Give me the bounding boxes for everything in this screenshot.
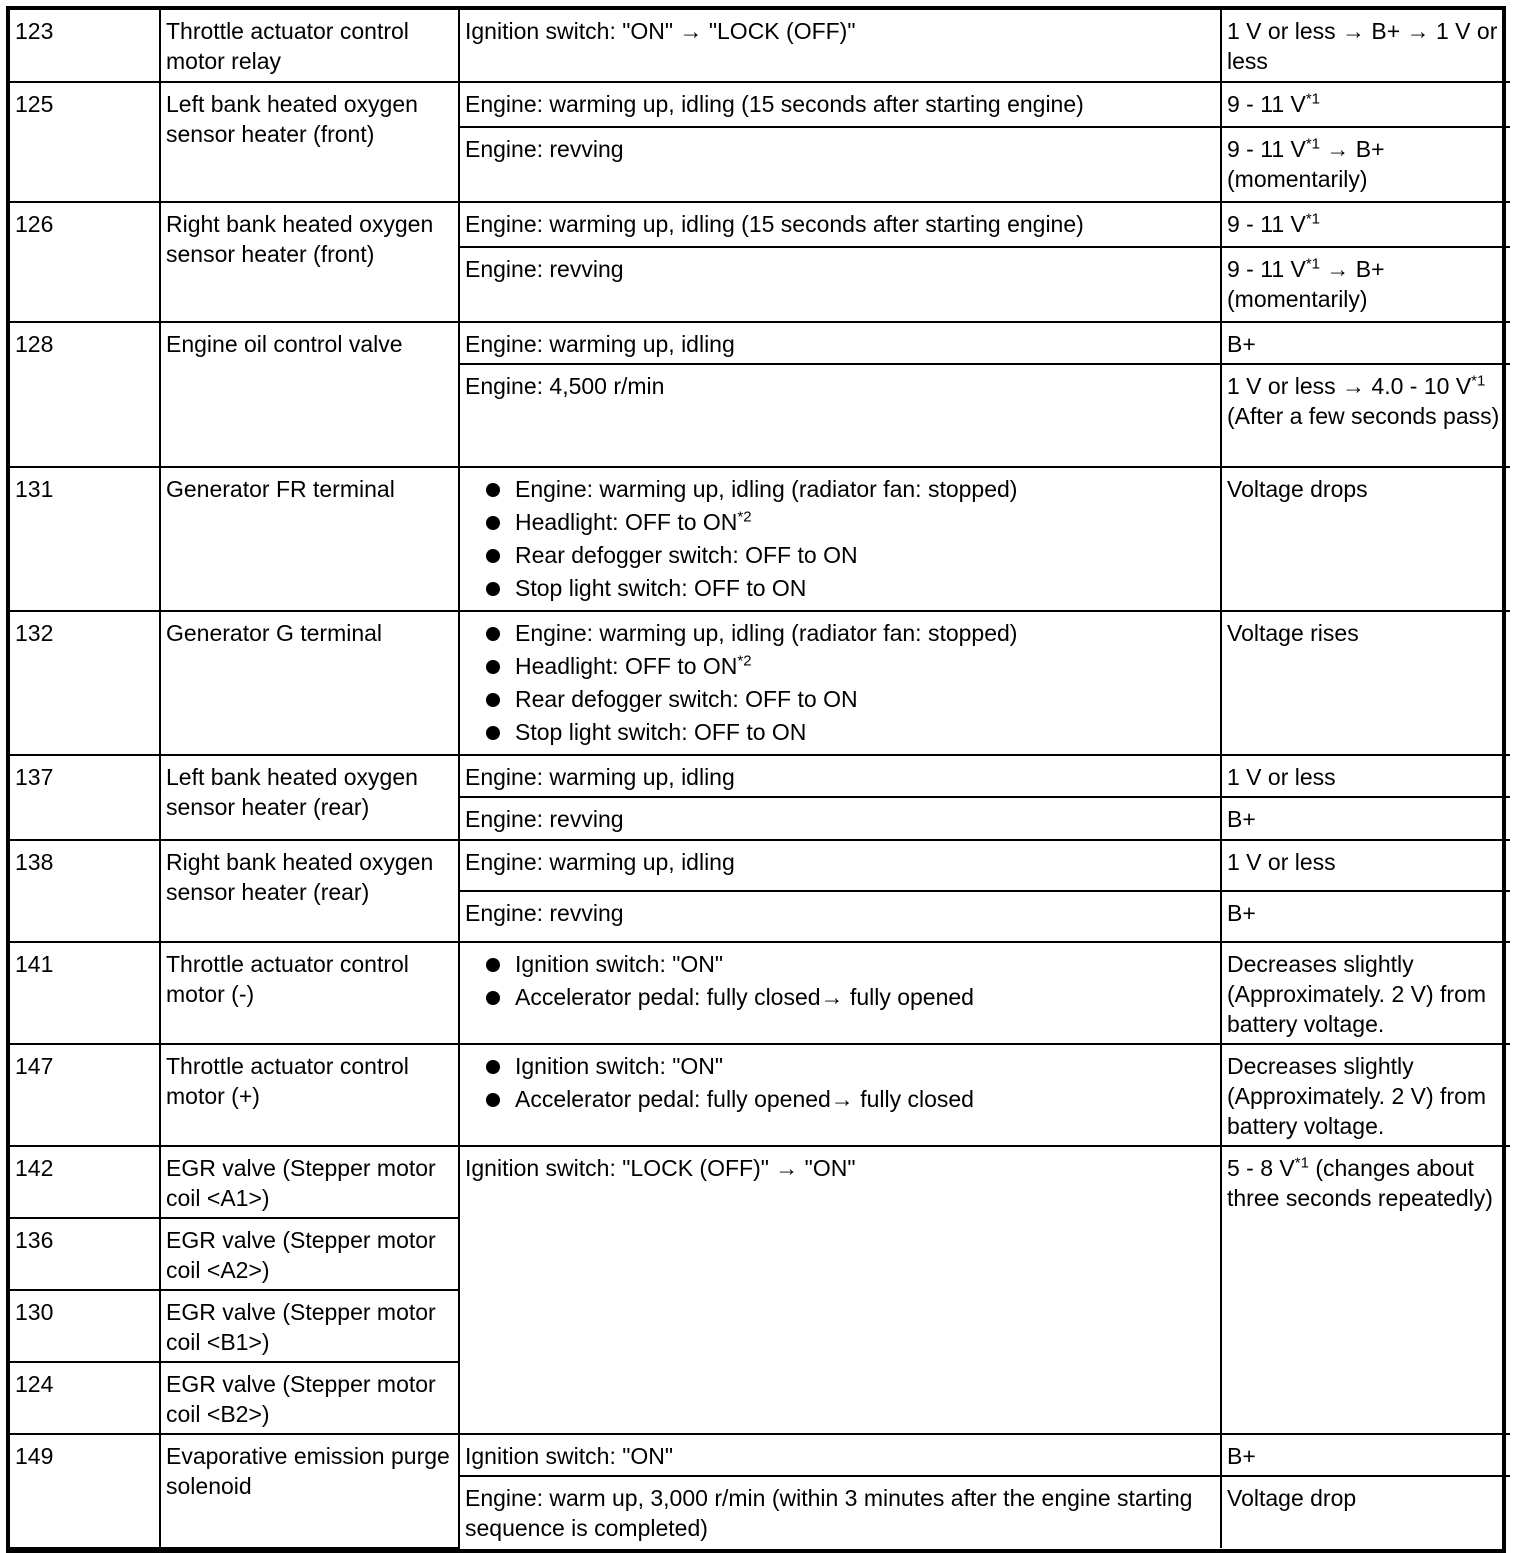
spec-text-after: → B+ (momentarily) [1227, 136, 1385, 192]
check-item: EGR valve (Stepper motor coil <B1>) [160, 1290, 459, 1362]
standard-value: B+ [1221, 891, 1510, 942]
table-row [10, 467, 1510, 611]
terminal-voltage-table-sheet [6, 6, 1506, 1553]
table-row [10, 322, 1510, 364]
table-row [10, 82, 1510, 127]
condition-list [465, 949, 1215, 1012]
footnote-mark: *1 [1471, 372, 1486, 390]
condition: Engine: 4,500 r/min [459, 364, 1221, 467]
terminal-no: 128 [10, 322, 160, 467]
standard-value: Decreases slightly (Approximately. 2 V) from battery voltage. [1221, 1044, 1510, 1146]
terminal-no: 138 [10, 840, 160, 942]
condition [459, 1044, 1221, 1146]
check-item: Engine oil control valve [160, 322, 459, 467]
condition-bullet [465, 507, 1215, 537]
standard-value: B+ [1221, 797, 1510, 840]
table-row [10, 10, 1510, 82]
spec-text-after: (After a few seconds pass) [1227, 403, 1500, 429]
standard-value [1221, 82, 1510, 127]
check-item: Generator FR terminal [160, 467, 459, 611]
condition [459, 467, 1221, 611]
table-row [10, 611, 1510, 755]
check-item: Throttle actuator control motor (+) [160, 1044, 459, 1146]
condition: Engine: warming up, idling [459, 840, 1221, 891]
standard-value: Voltage rises [1221, 611, 1510, 755]
check-item: EGR valve (Stepper motor coil <A2>) [160, 1218, 459, 1290]
condition [459, 611, 1221, 755]
condition-list [465, 618, 1215, 747]
table-row [10, 1044, 1510, 1146]
condition: Engine: warming up, idling (15 seconds after starting engine) [459, 82, 1221, 127]
spec-text-after: → B+ (momentarily) [1227, 256, 1385, 312]
check-item: EGR valve (Stepper motor coil <B2>) [160, 1362, 459, 1434]
table-row [10, 1434, 1510, 1476]
footnote-mark: *1 [1305, 210, 1321, 228]
standard-value [1221, 202, 1510, 247]
footnote-mark: *1 [1305, 90, 1321, 108]
standard-value: B+ [1221, 1434, 1510, 1476]
condition: Engine: revving [459, 891, 1221, 942]
standard-value: 1 V or less [1221, 755, 1510, 797]
condition-bullet: Rear defogger switch: OFF to ON [465, 540, 1215, 570]
terminal-no: 142 [10, 1146, 160, 1218]
terminal-voltage-table [10, 10, 1510, 1549]
spec-text: 1 V or less → 4.0 - 10 V [1227, 373, 1472, 399]
condition [459, 942, 1221, 1044]
terminal-no: 123 [10, 10, 160, 82]
spec-text: 9 - 11 V [1227, 256, 1306, 282]
condition-bullet: Ignition switch: "ON" [465, 1051, 1215, 1081]
terminal-no: 137 [10, 755, 160, 840]
footnote-mark: *2 [737, 652, 752, 670]
standard-value: Voltage drop [1221, 1476, 1510, 1548]
terminal-no: 136 [10, 1218, 160, 1290]
check-item: Throttle actuator control motor (-) [160, 942, 459, 1044]
table-row [10, 202, 1510, 247]
standard-value: Decreases slightly (Approximately. 2 V) from battery voltage. [1221, 942, 1510, 1044]
standard-value [1221, 1146, 1510, 1434]
condition: Engine: warming up, idling (15 seconds after starting engine) [459, 202, 1221, 247]
condition-text: Headlight: OFF to ON [515, 653, 738, 679]
condition: Ignition switch: "LOCK (OFF)" → "ON" [459, 1146, 1221, 1434]
footnote-mark: *1 [1294, 1154, 1309, 1172]
spec-text: 9 - 11 V [1227, 91, 1306, 117]
condition-bullet: Stop light switch: OFF to ON [465, 573, 1215, 603]
standard-value: B+ [1221, 322, 1510, 364]
check-item: Right bank heated oxygen sensor heater (rear) [160, 840, 459, 942]
condition: Engine: warm up, 3,000 r/min (within 3 minutes after the engine starting sequence is completed) [459, 1476, 1221, 1548]
condition: Engine: warming up, idling [459, 755, 1221, 797]
check-item: Generator G terminal [160, 611, 459, 755]
condition-list [465, 1051, 1215, 1114]
condition-bullet: Accelerator pedal: fully opened→ fully closed [465, 1084, 1215, 1114]
terminal-no: 141 [10, 942, 160, 1044]
condition-bullet: Engine: warming up, idling (radiator fan: stopped) [465, 474, 1215, 504]
terminal-no: 132 [10, 611, 160, 755]
footnote-mark: *2 [737, 508, 752, 526]
table-row [10, 755, 1510, 797]
condition-bullet: Stop light switch: OFF to ON [465, 717, 1215, 747]
footnote-mark: *1 [1305, 255, 1321, 273]
condition-text: Headlight: OFF to ON [515, 509, 738, 535]
condition-bullet: Accelerator pedal: fully closed→ fully opened [465, 982, 1215, 1012]
condition: Ignition switch: "ON" → "LOCK (OFF)" [459, 10, 1221, 82]
table-row [10, 1146, 1510, 1218]
condition-bullet: Engine: warming up, idling (radiator fan: stopped) [465, 618, 1215, 648]
standard-value [1221, 364, 1510, 467]
condition: Engine: revving [459, 247, 1221, 322]
check-item: Evaporative emission purge solenoid [160, 1434, 459, 1548]
spec-text: 9 - 11 V [1227, 136, 1306, 162]
check-item: Left bank heated oxygen sensor heater (rear) [160, 755, 459, 840]
check-item: EGR valve (Stepper motor coil <A1>) [160, 1146, 459, 1218]
condition-bullet [465, 651, 1215, 681]
footnote-mark: *1 [1305, 135, 1321, 153]
standard-value: 1 V or less → B+ → 1 V or less [1221, 10, 1510, 82]
condition-list [465, 474, 1215, 603]
check-item: Right bank heated oxygen sensor heater (front) [160, 202, 459, 322]
terminal-no: 149 [10, 1434, 160, 1548]
check-item: Throttle actuator control motor relay [160, 10, 459, 82]
terminal-no: 131 [10, 467, 160, 611]
table-row [10, 840, 1510, 891]
standard-value [1221, 127, 1510, 202]
terminal-no: 147 [10, 1044, 160, 1146]
spec-text: 5 - 8 V [1227, 1155, 1295, 1181]
spec-text: 9 - 11 V [1227, 211, 1306, 237]
terminal-no: 125 [10, 82, 160, 202]
check-item: Left bank heated oxygen sensor heater (front) [160, 82, 459, 202]
standard-value: Voltage drops [1221, 467, 1510, 611]
table-row [10, 942, 1510, 1044]
condition: Engine: revving [459, 797, 1221, 840]
condition-bullet: Ignition switch: "ON" [465, 949, 1215, 979]
condition: Engine: revving [459, 127, 1221, 202]
terminal-no: 130 [10, 1290, 160, 1362]
condition: Engine: warming up, idling [459, 322, 1221, 364]
condition-bullet: Rear defogger switch: OFF to ON [465, 684, 1215, 714]
condition: Ignition switch: "ON" [459, 1434, 1221, 1476]
spec-text-after: (changes about three seconds repeatedly) [1227, 1155, 1493, 1211]
standard-value: 1 V or less [1221, 840, 1510, 891]
terminal-no: 126 [10, 202, 160, 322]
terminal-no: 124 [10, 1362, 160, 1434]
standard-value [1221, 247, 1510, 322]
